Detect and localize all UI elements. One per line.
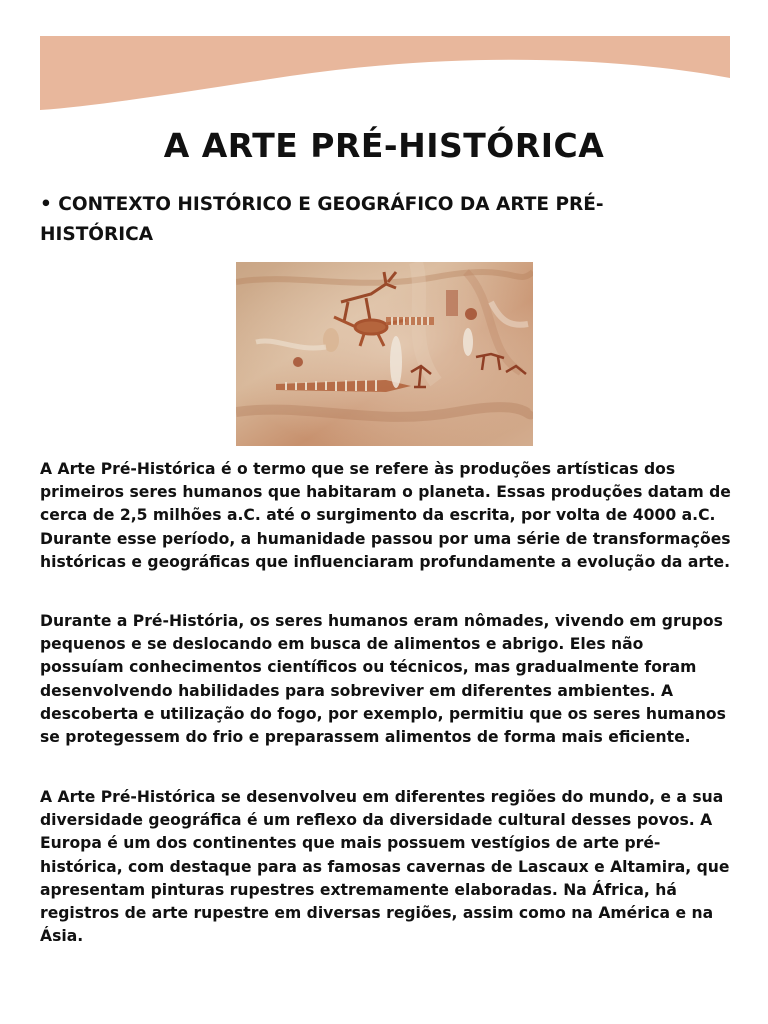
paragraph-geography: A Arte Pré-Histórica se desenvolveu em diferentes regiões do mundo, e a sua diversidade geográfica é um reflexo da diversidade cultural desses povos. A Europa é um dos continentes que mais possuem vestígios de arte pré- histórica, com destaque para as famosas cavernas de Lascaux e Altamira, que apresentam pinturas rupestres extremamente elaboradas. Na África, há registros de arte rupestre em diversas regiões, assim como na América e na Ásia.: [40, 788, 730, 946]
section-heading-line-1: • CONTEXTO HISTÓRICO E GEOGRÁFICO DA ARTE PRÉ-: [40, 194, 604, 215]
paragraph-nomads: Durante a Pré-História, os seres humanos eram nômades, vivendo em grupos pequenos e se deslocando em busca de alimentos e abrigo. Eles não possuíam conhecimentos científicos ou técnicos, mas gradualmente foram desenvolvendo habilidades para sobreviver em diferentes ambientes. A descoberta e utilização do fogo, por exemplo, permitiu que os seres humanos se protegessem do frio e preparassem alimentos de forma mais eficiente.: [40, 612, 726, 747]
section-heading: [40, 190, 680, 250]
page-title: A ARTE PRÉ-HISTÓRICA: [163, 126, 605, 165]
banner-shape: [40, 36, 730, 110]
section-heading-line-2: HISTÓRICA: [40, 224, 154, 245]
cave-painting-photo: [236, 262, 533, 446]
header-banner: [40, 36, 730, 110]
paragraph-intro: A Arte Pré-Histórica é o termo que se refere às produções artísticas dos primeiros seres humanos que habitaram o planeta. Essas produções datam de cerca de 2,5 milhões a.C. até o surgimento da escrita, por volta de 4000 a.C. Durante esse período, a humanidade passou por uma série de transformações históricas e geográficas que influenciaram profundamente a evolução da arte.: [40, 460, 731, 571]
